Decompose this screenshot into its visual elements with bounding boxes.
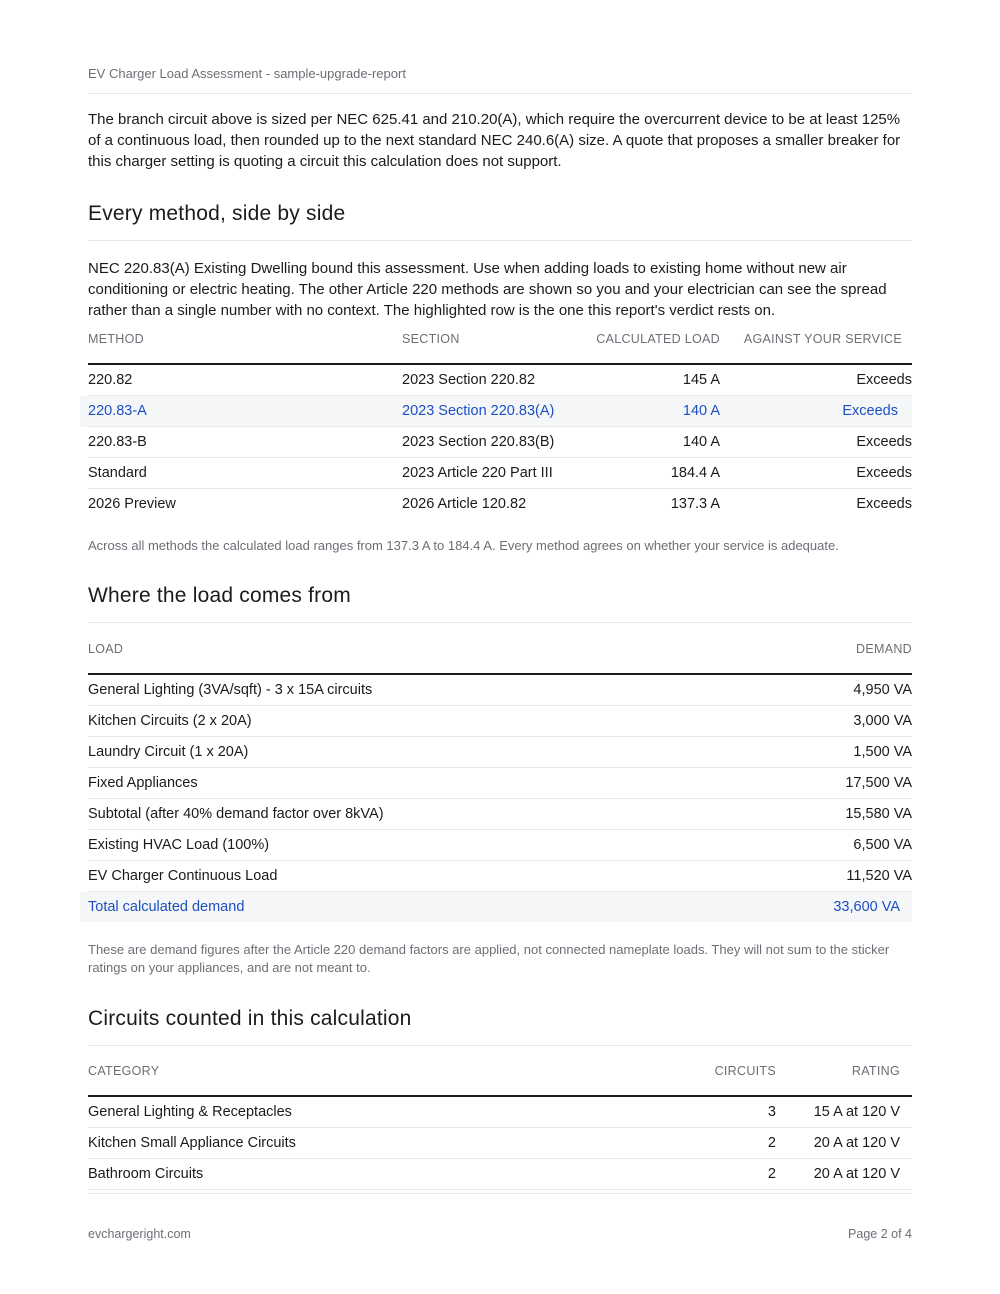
col-load: LOAD [88,642,739,674]
col-against-service: AGAINST YOUR SERVICE [720,332,912,364]
load-label: Kitchen Circuits (2 x 20A) [88,706,739,737]
load-cell: 140 A [582,396,720,427]
load-cell: 145 A [582,364,720,396]
load-label: Fixed Appliances [88,768,739,799]
circuits-table [88,1064,912,1190]
table-row-highlighted [88,396,912,427]
col-section: SECTION [402,332,582,364]
method-cell: 220.82 [88,364,402,396]
method-cell: 220.83-A [88,396,402,427]
load-demand: 6,500 VA [739,830,912,861]
load-demand: 11,520 VA [739,861,912,892]
verdict-cell: Exceeds [720,364,912,396]
footer-site: evchargeright.com [88,1227,191,1241]
load-label: EV Charger Continuous Load [88,861,739,892]
verdict-cell: Exceeds [720,458,912,489]
circuit-count-cell: 2 [686,1159,776,1190]
load-label: General Lighting (3VA/sqft) - 3 x 15A circuits [88,674,739,706]
table-row [88,830,912,861]
load-demand: 1,500 VA [739,737,912,768]
table-row [88,364,912,396]
method-cell: 220.83-B [88,427,402,458]
section-cell: 2023 Section 220.83(A) [402,396,582,427]
verdict-cell: Exceeds [720,396,912,427]
page-footer [88,1227,912,1241]
circuit-count-cell: 2 [686,1128,776,1159]
table-row [88,768,912,799]
table-row [88,427,912,458]
load-section-header [88,584,912,623]
total-label: Total calculated demand [88,892,739,923]
table-row [88,861,912,892]
load-note: These are demand figures after the Article 220 demand factors are applied, not connected nameplate loads. They will not sum to the sticker ratings on your appliances, and are not meant to. [88,942,890,975]
method-cell: Standard [88,458,402,489]
load-label: Subtotal (after 40% demand factor over 8kVA) [88,799,739,830]
table-row [88,674,912,706]
circuits-header-row [88,1064,912,1096]
methods-paragraph: NEC 220.83(A) Existing Dwelling bound this assessment. Use when adding loads to existing home without new air conditioning or electric heating. The other Article 220 methods are shown so you and your electrician can see the spread rather than a single number with no context. The highlighted row is the one this report's verdict rests on. [88,260,887,319]
methods-table [88,332,912,519]
load-cell: 140 A [582,427,720,458]
col-category: CATEGORY [88,1064,686,1096]
rating-cell: 20 A at 120 V [776,1128,912,1159]
load-label: Laundry Circuit (1 x 20A) [88,737,739,768]
page-number: Page 2 of 4 [848,1227,912,1241]
section-cell: 2023 Article 220 Part III [402,458,582,489]
circuits-section-header [88,1007,912,1046]
verdict-cell: Exceeds [720,427,912,458]
load-demand: 3,000 VA [739,706,912,737]
category-cell: General Lighting & Receptacles [88,1096,686,1128]
total-demand: 33,600 VA [739,892,912,923]
total-row [88,892,912,923]
col-method: METHOD [88,332,402,364]
col-demand: DEMAND [739,642,912,674]
section-cell: 2023 Section 220.83(B) [402,427,582,458]
rating-cell: 20 A at 120 V [776,1159,912,1190]
load-demand: 15,580 VA [739,799,912,830]
load-demand: 17,500 VA [739,768,912,799]
methods-header-row [88,332,912,364]
load-cell: 137.3 A [670,496,720,512]
table-row [88,737,912,768]
method-cell: 2026 Preview [88,496,176,512]
circuit-count-cell: 3 [686,1096,776,1128]
verdict-cell: Exceeds [856,496,912,512]
table-row [88,1128,912,1159]
col-calculated-load: CALCULATED LOAD [582,332,720,364]
section-cell: 2026 Article 120.82 [402,496,527,512]
load-demand: 4,950 VA [739,674,912,706]
load-table [88,642,912,922]
table-row [88,1096,912,1128]
report-title: EV Charger Load Assessment - sample-upgrade-report [88,66,406,81]
load-header-row [88,642,912,674]
methods-section-header [88,202,912,241]
circuits-section-title: Circuits counted in this calculation [88,1007,412,1030]
category-cell: Kitchen Small Appliance Circuits [88,1128,686,1159]
table-row [88,489,912,520]
intro-paragraph: The branch circuit above is sized per NEC 625.41 and 210.20(A), which require the overcurrent device to be at least 125% of a continuous load, then rounded up to the next standard NEC 240.6(A) size. A quote that proposes a smaller breaker for this charger setting is quoting a circuit this calculation does not support. [88,111,901,170]
table-row [88,799,912,830]
rating-cell: 15 A at 120 V [776,1096,912,1128]
section-cell: 2023 Section 220.82 [402,364,582,396]
circuits-table-bottom-rule [88,1193,912,1194]
table-row [88,458,912,489]
category-cell: Bathroom Circuits [88,1159,686,1190]
methods-section-title: Every method, side by side [88,202,346,225]
table-row [88,1159,912,1190]
col-rating: RATING [776,1064,912,1096]
col-circuits: CIRCUITS [686,1064,776,1096]
table-row [88,706,912,737]
report-header [88,66,912,94]
load-section-title: Where the load comes from [88,584,351,607]
load-cell: 184.4 A [582,458,720,489]
methods-note: Across all methods the calculated load ranges from 137.3 A to 184.4 A. Every method agrees on whether your service is adequate. [88,538,839,553]
load-label: Existing HVAC Load (100%) [88,830,739,861]
